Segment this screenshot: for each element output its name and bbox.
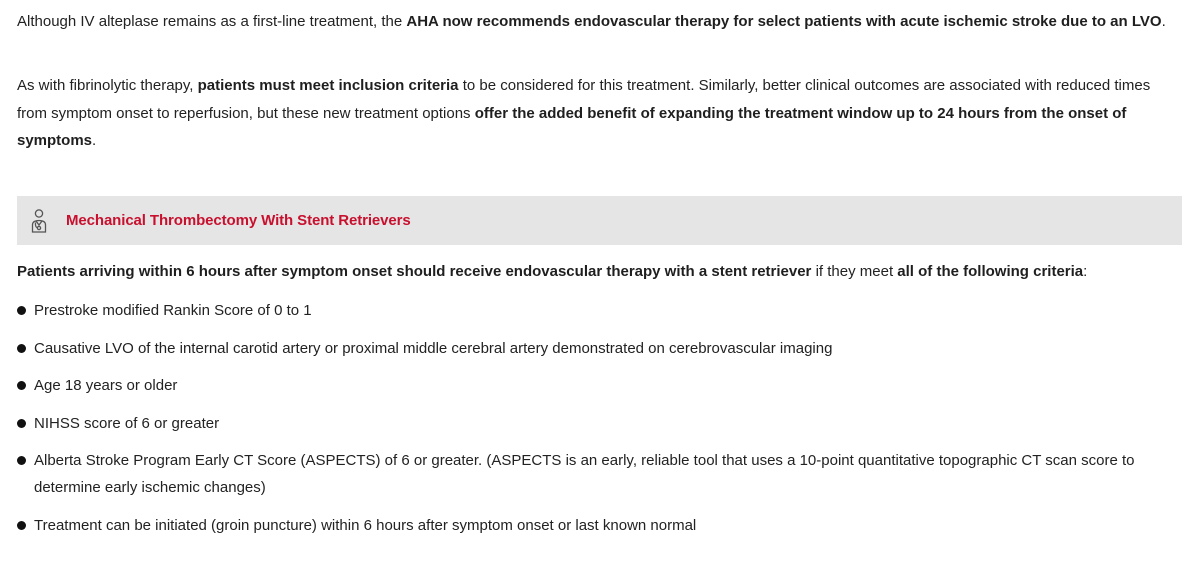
therapy-text-3: . — [92, 132, 97, 149]
criteria-text-2: : — [1083, 263, 1088, 280]
therapy-text-1: As with fibrinolytic therapy, — [17, 77, 198, 94]
intro-bold-1: AHA now recommends endovascular therapy for select patients with acute ischemic stroke due to an LVO — [406, 13, 1162, 30]
section-banner — [17, 196, 1182, 245]
therapy-bold-1: patients must meet inclusion criteria — [197, 77, 459, 94]
doctor-icon — [30, 208, 48, 234]
list-item: Alberta Stroke Program Early CT Score (ASPECTS) of 6 or greater. (ASPECTS is an early, reliable tool that uses a 10-point quantitative topographic CT scan score to determine early ischemic changes) — [17, 447, 1167, 501]
criteria-bold-1: Patients arriving within 6 hours after symptom onset should receive endovascular therapy with a stent retriever — [17, 263, 812, 280]
therapy-bold-2: offer the added benefit of expanding the treatment window up to 24 hours from the onset of symptoms — [17, 104, 1127, 149]
criteria-list — [17, 297, 1167, 549]
list-item: Treatment can be initiated (groin puncture) within 6 hours after symptom onset or last known normal — [17, 512, 1167, 539]
criteria-text-1: if they meet — [811, 263, 898, 280]
intro-text-2: . — [1161, 13, 1166, 30]
intro-text-1: Although IV alteplase remains as a first-line treatment, the — [17, 13, 407, 30]
list-item: Prestroke modified Rankin Score of 0 to 1 — [17, 297, 1167, 324]
list-item: NIHSS score of 6 or greater — [17, 410, 1167, 437]
list-item: Age 18 years or older — [17, 372, 1167, 399]
therapy-text-2: to be considered for this treatment. Similarly, better clinical outcomes are associated with reduced times from symptom onset to reperfusion, but these new treatment options — [17, 77, 1151, 122]
criteria-bold-2: all of the following criteria — [897, 263, 1084, 280]
intro-paragraph — [17, 8, 1181, 36]
list-item: Causative LVO of the internal carotid artery or proximal middle cerebral artery demonstrated on cerebrovascular imaging — [17, 335, 1167, 362]
therapy-paragraph — [17, 72, 1181, 155]
criteria-intro — [17, 258, 1181, 285]
section-title: Mechanical Thrombectomy With Stent Retrievers — [66, 212, 411, 229]
